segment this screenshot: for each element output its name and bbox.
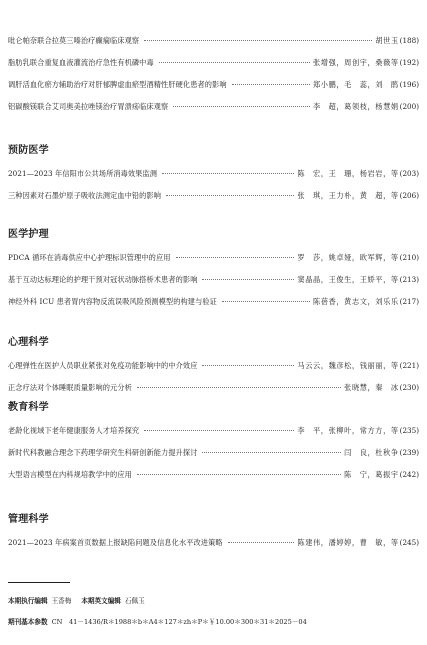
dot-leader (137, 387, 341, 388)
entry-page: (200) (399, 102, 419, 111)
entry-page: (221) (399, 361, 419, 370)
entry-page: (213) (399, 275, 419, 284)
toc-entry[interactable] (8, 424, 419, 446)
entry-authors: 李 超，葛领枝，杨慧娟 (313, 102, 399, 111)
dot-leader (176, 257, 295, 258)
entry-authors: 马云云，魏彦松，钱丽丽，等 (297, 361, 399, 370)
en-editor-label: 本期英文编辑 (81, 597, 121, 605)
toc-section-nursing (8, 228, 419, 317)
section-heading: 管理科学 (8, 514, 49, 525)
params-value: CN 41－1436/R＊1988＊b＊A4＊127＊zh＊P＊￥10.00＊300＊31＊2025－04 (51, 618, 307, 626)
toc-entry[interactable] (8, 273, 419, 295)
params-label: 期刊基本参数 (8, 618, 48, 626)
footer-divider (8, 582, 70, 583)
toc-entry[interactable] (8, 56, 419, 78)
entry-title: 老龄化视域下老年健康服务人才培养探究 (8, 426, 140, 435)
toc-section-management (8, 513, 419, 558)
section-heading: 预防医学 (8, 145, 49, 156)
dot-leader (144, 40, 372, 41)
journal-params-line (8, 616, 317, 626)
entry-authors: 陈 宁，葛振宇 (344, 470, 399, 479)
toc-entry[interactable] (8, 34, 419, 56)
entry-authors: 窦晶晶，王俊生，王娇平，等 (297, 275, 399, 284)
editors-line (8, 595, 155, 605)
toc-entry[interactable] (8, 359, 419, 381)
toc-entry[interactable] (8, 381, 419, 403)
entry-title: 神经外科 ICU 患者胃内容物反流误吸风险预测模型的构建与验证 (8, 297, 217, 306)
toc-entry[interactable] (8, 78, 419, 100)
dot-leader (144, 430, 294, 431)
entry-authors: 郑小鹏，毛 蕊，刘 鹃 (313, 80, 399, 89)
entry-authors: 张 琪，王力朴，黄 超，等 (297, 191, 399, 200)
entry-title: 正念疗法对个体睡眠质量影响的元分析 (8, 383, 132, 392)
entry-page: (188) (399, 36, 419, 45)
exec-editor-label: 本期执行编辑 (8, 597, 48, 605)
section-heading: 教育科学 (8, 402, 49, 413)
entry-authors: 罗 莎，姚卓娅，欧军辉，等 (297, 253, 399, 262)
entry-page: (217) (399, 297, 419, 306)
dot-leader (222, 301, 310, 302)
toc-section-preventive-medicine (8, 144, 419, 211)
entry-page: (230) (399, 383, 419, 392)
toc-entry[interactable] (8, 536, 419, 558)
entry-title: 2021—2023 年信阳市公共场所消毒效果监测 (8, 169, 158, 178)
dot-leader (202, 279, 294, 280)
section-heading: 心理科学 (8, 337, 49, 348)
dot-leader (232, 84, 310, 85)
entry-title: 基于互动达标理论的护理干预对冠状动脉搭桥术患者的影响 (8, 275, 198, 284)
toc-entry[interactable] (8, 189, 419, 211)
entry-page: (206) (399, 191, 419, 200)
entry-title: 大型语言模型在内科规培教学中的应用 (8, 470, 132, 479)
toc-entry[interactable] (8, 100, 419, 122)
en-editor-name: 石佩玉 (124, 597, 145, 605)
dot-leader (202, 452, 341, 453)
entry-authors: 闫 良，杜秋争 (344, 448, 399, 457)
entry-title: 2021—2023 年病案首页数据上报缺陷问题及信息化水平改进策略 (8, 538, 223, 547)
entry-page: (196) (399, 80, 419, 89)
entry-page: (203) (399, 169, 419, 178)
entry-authors: 李 平，张柳叶，常方方，等 (297, 426, 399, 435)
entry-title: 脂肪乳联合重复血液灌流治疗急性有机磷中毒 (8, 58, 154, 67)
entry-page: (235) (399, 426, 419, 435)
entry-authors: 张晓慧，秦 冰 (344, 383, 399, 392)
toc-entry[interactable] (8, 167, 419, 189)
entry-authors: 陈建伟，潘婷婷，曹 敏，等 (297, 538, 399, 547)
toc-section-psychology (8, 336, 419, 403)
entry-page: (192) (399, 58, 419, 67)
toc-entry[interactable] (8, 446, 419, 468)
dot-leader (228, 542, 295, 543)
dot-leader (173, 106, 310, 107)
toc-entry[interactable] (8, 295, 419, 317)
dot-leader (166, 195, 294, 196)
entry-title: PDCA 循环在消毒供应中心护理标识管理中的应用 (8, 253, 171, 262)
dot-leader (202, 365, 294, 366)
entry-page: (242) (399, 470, 419, 479)
toc-section-education (8, 401, 419, 490)
dot-leader (137, 474, 341, 475)
entry-title: 调肝活血化瘀方辅助治疗对肝郁脾虚血瘀型酒精性肝硬化患者的影响 (8, 80, 227, 89)
dot-leader (162, 173, 294, 174)
entry-title: 吡仑帕奈联合拉莫三嗪治疗癫痫临床观察 (8, 36, 140, 45)
dot-leader (159, 62, 310, 63)
entry-authors: 张增强，周创宇，桑薇等 (313, 58, 399, 67)
toc-entry[interactable] (8, 251, 419, 273)
exec-editor-name: 王香梅 (51, 597, 72, 605)
entry-title: 三种因素对石墨炉原子吸收法测定血中铅的影响 (8, 191, 162, 200)
entry-page: (239) (399, 448, 419, 457)
entry-authors: 陈蓓香，黄志文，刘乐乐 (313, 297, 399, 306)
toc-entry[interactable] (8, 468, 419, 490)
entry-authors: 胡世玉 (375, 36, 399, 45)
section-heading: 医学护理 (8, 229, 49, 240)
entry-page: (245) (399, 538, 419, 547)
entry-title: 铝碳酸镁联合艾司奥美拉唑镁治疗胃溃疡临床观察 (8, 102, 169, 111)
entry-title: 新时代科教融合理念下药理学研究生科研创新能力提升探讨 (8, 448, 198, 457)
toc-section-continued (8, 34, 419, 122)
entry-page: (210) (399, 253, 419, 262)
entry-title: 心理弹性在医护人员职业紧张对免疫功能影响中的中介效应 (8, 361, 198, 370)
entry-authors: 陈 宏，王 珊，杨岩岩，等 (297, 169, 399, 178)
